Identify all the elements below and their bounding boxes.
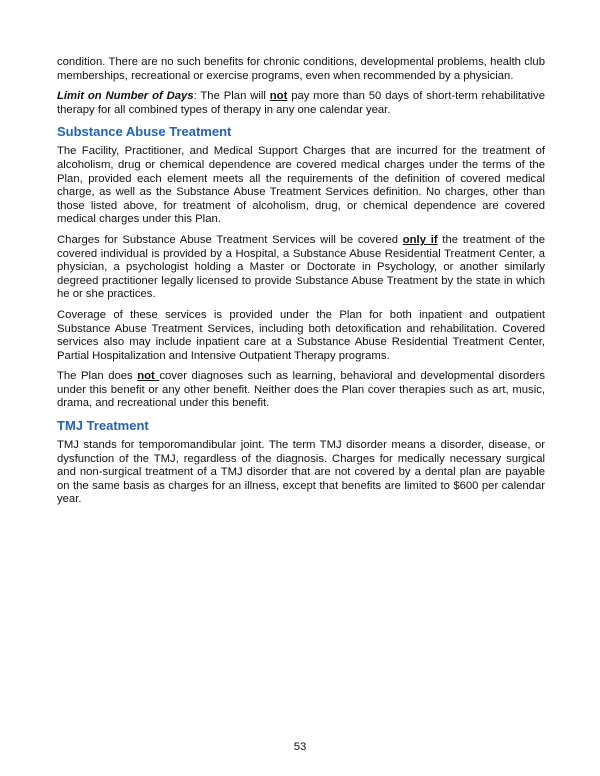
document-body: [57, 56, 545, 514]
substance-heading: Substance Abuse Treatment: [57, 124, 232, 140]
limit-emphasis: not: [269, 90, 288, 103]
substance-paragraph-2: [57, 234, 545, 302]
tmj-heading: TMJ Treatment: [57, 418, 149, 434]
limit-paragraph: [57, 90, 545, 117]
substance-p4-emphasis: not: [137, 370, 160, 383]
substance-p4-b: cover diagnoses such as learning, behavioral and developmental disorders under this benefit or any other benefit. Neither does the Plan cover therapies such as art, music, drama, and recreational under this benefit.: [57, 370, 545, 410]
substance-p2-a: Charges for Substance Abuse Treatment Services will be covered: [57, 233, 403, 246]
limit-text-a: : The Plan will: [193, 90, 270, 103]
limit-label: Limit on Number of Days: [57, 90, 194, 103]
substance-paragraph-4: [57, 370, 545, 411]
substance-paragraph-1: The Facility, Practitioner, and Medical Support Charges that are incurred for the treatment of alcoholism, drug or chemical dependence are covered medical charges under the terms of the Plan, provided each element meets all the requirements of the definition of covered medical charge, as well as the Substance Abuse Treatment Services definition. No charges, other than those listed above, for treatment of alcoholism, drug, or chemical dependence are covered medical charges under this Plan.: [57, 145, 545, 226]
page-number: 53: [293, 741, 307, 753]
substance-paragraph-3: Coverage of these services is provided under the Plan for both inpatient and outpatient Substance Abuse Treatment Services, including both detoxification and rehabilitation. Covered services also may include inpatient care at a Substance Abuse Residential Treatment Center, Partial Hospitalization and Intensive Outpatient Therapy programs.: [57, 308, 545, 362]
limit-text-b: pay more than 50 days of short-term rehabilitative therapy for all combined types of therapy in any one calendar year.: [57, 90, 545, 116]
substance-p2-emphasis: only if: [402, 233, 438, 246]
substance-p2-b: the treatment of the covered individual is provided by a Hospital, a Substance Abuse Residential Treatment Center, a physician, a psychologist holding a Master or Doctorate in Psychology, or another similarly degreed practitioner legally licensed to provide Substance Abuse Treatment by the state in which he or she practices.: [57, 233, 546, 301]
tmj-paragraph-1: TMJ stands for temporomandibular joint. The term TMJ disorder means a disorder, disease, or dysfunction of the TMJ, regardless of the diagnosis. Charges for medically necessary surgical and non-surgical treatment of a TMJ disorder that are not covered by a dental plan are payable on the same basis as charges for an illness, except that benefits are limited to $600 per calendar year.: [57, 439, 545, 506]
intro-paragraph: condition. There are no such benefits for chronic conditions, developmental problems, health club memberships, recreational or exercise programs, even when recommended by a physician.: [57, 56, 545, 82]
substance-p4-a: The Plan does: [57, 370, 138, 383]
